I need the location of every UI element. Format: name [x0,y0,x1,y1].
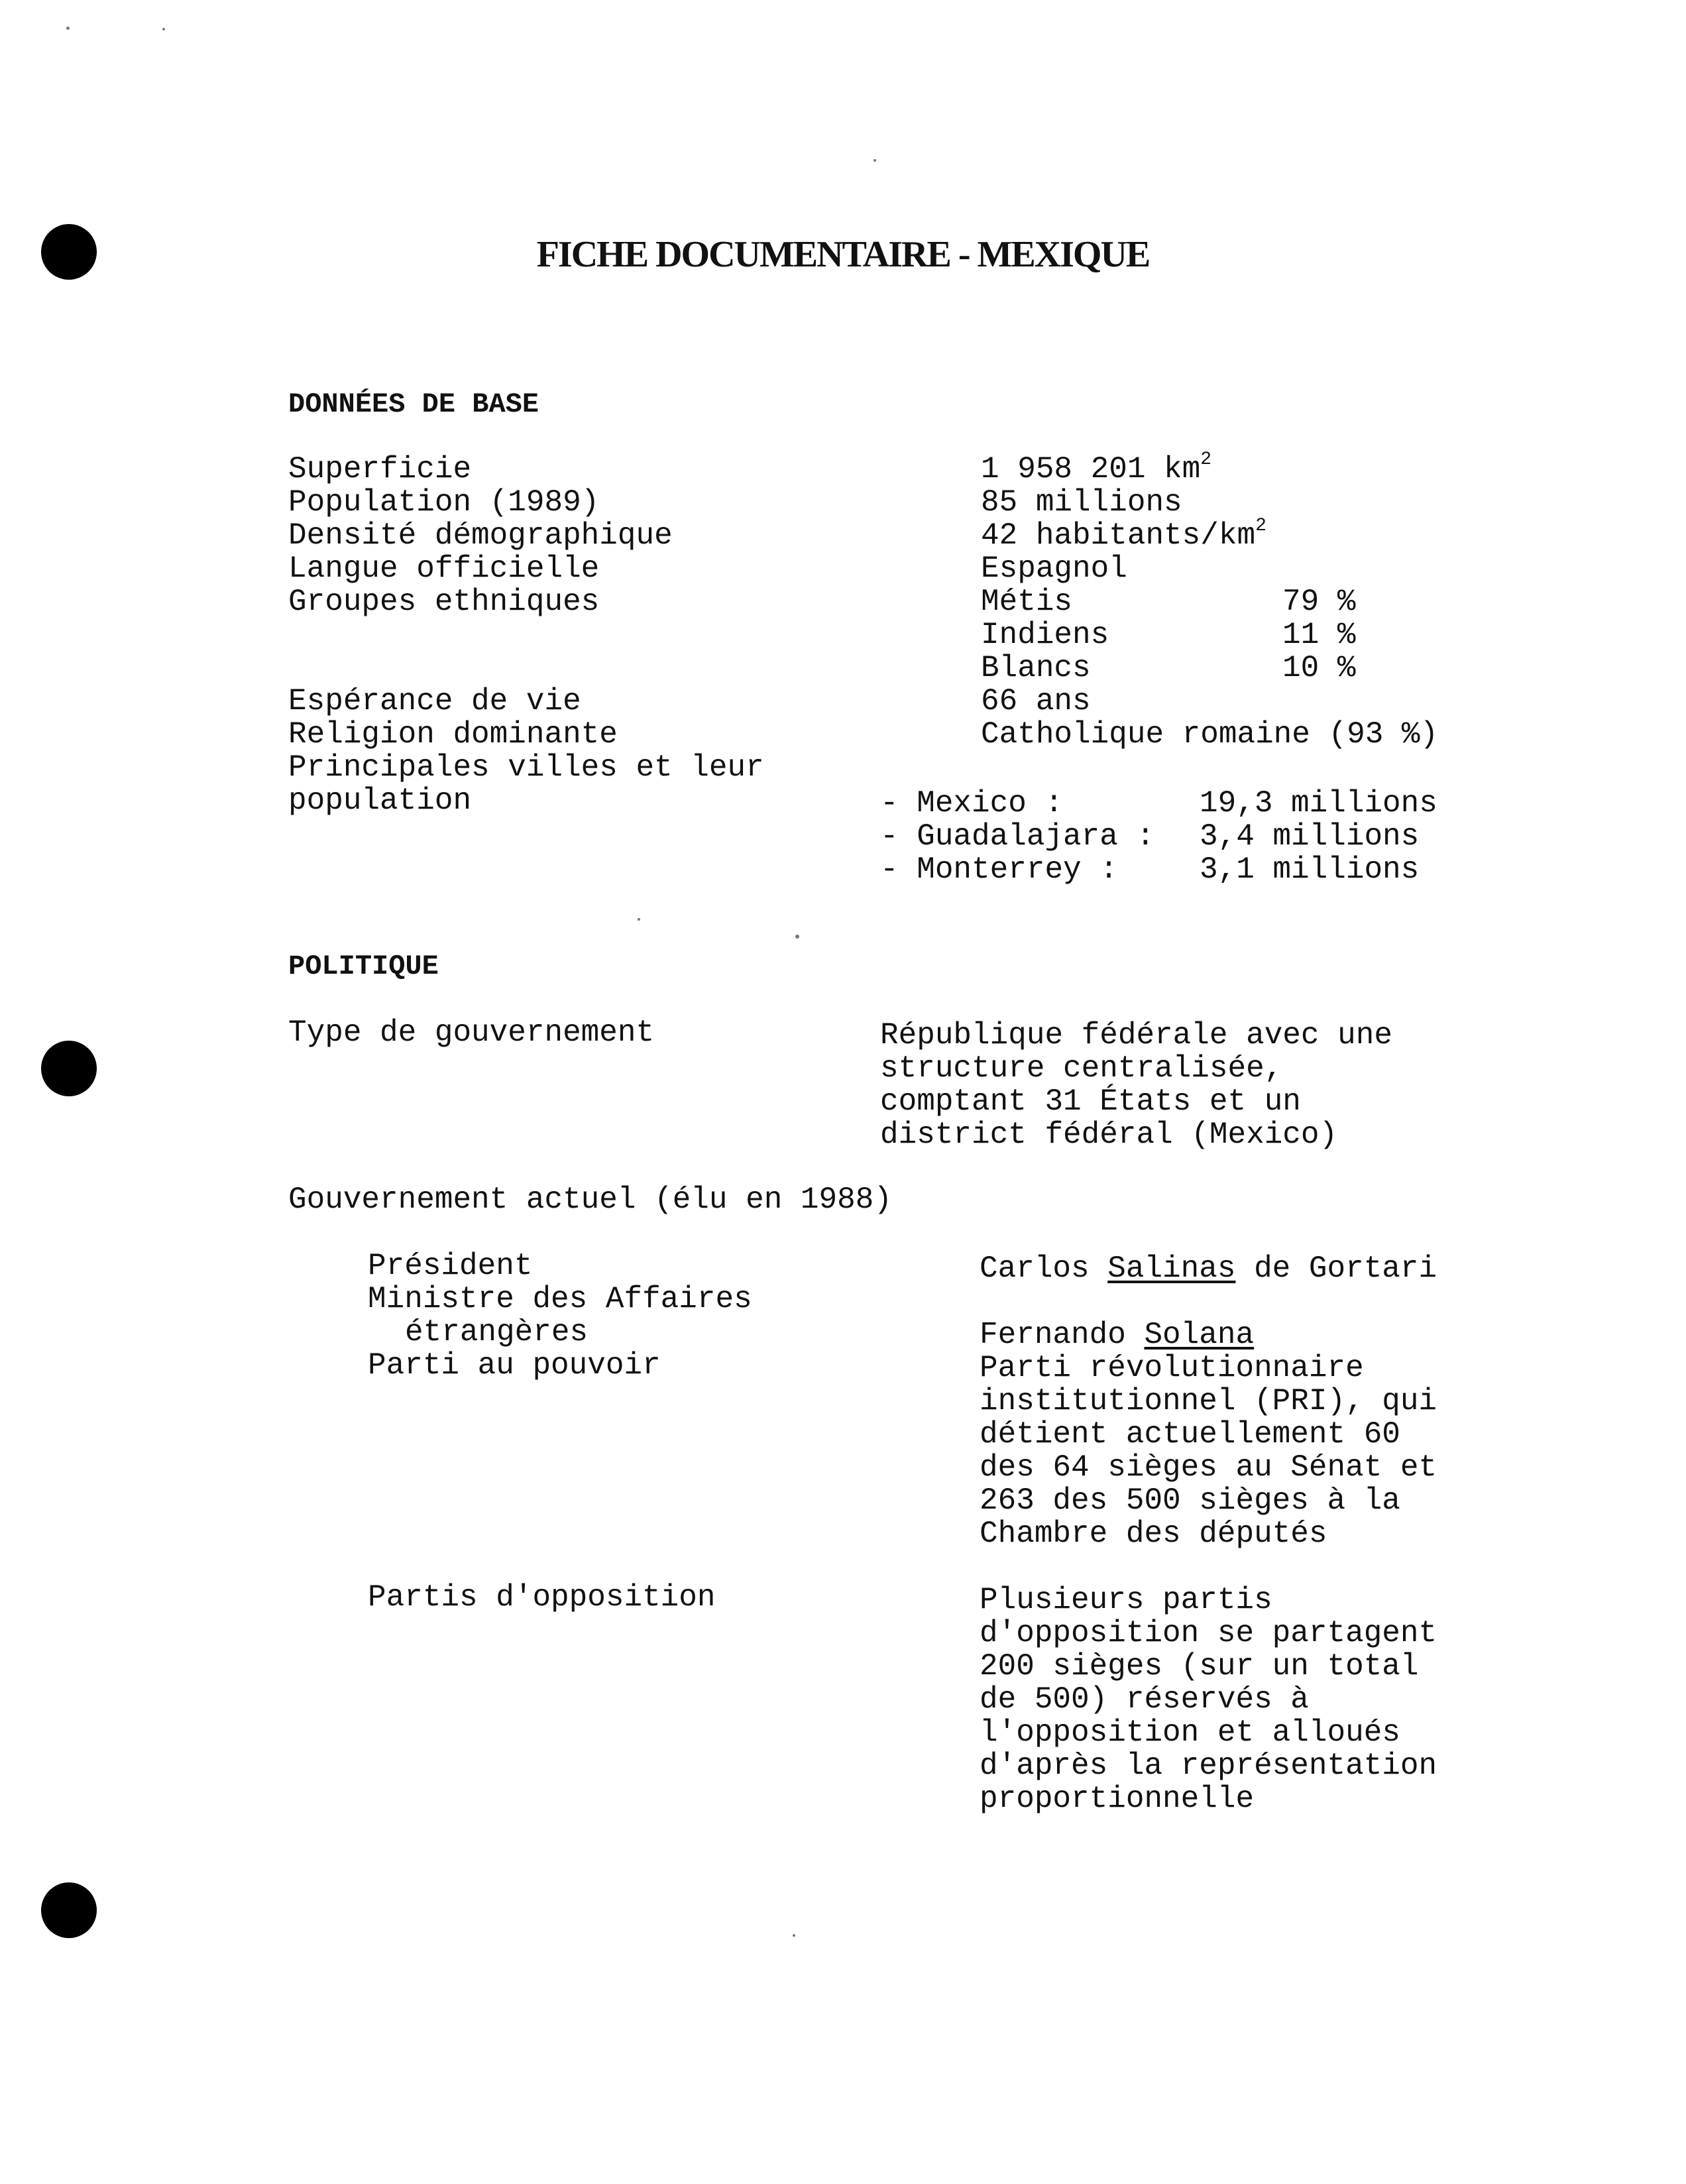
ruling-party-line: institutionnel (PRI), qui [980,1384,1437,1418]
language-value: Espagnol [981,551,1127,586]
ruling-party-line: détient actuellement 60 [980,1417,1400,1452]
ethnic-group-percent: 79 % [1282,585,1356,619]
scan-speck [795,935,799,939]
current-government-label: Gouvernement actuel (élu en 1988) [288,1182,892,1217]
ethnic-group-name: Blancs [981,651,1091,685]
government-type-line: République fédérale avec une [880,1018,1392,1053]
opposition-label: Partis d'opposition [368,1580,716,1615]
document-title: FICHE DOCUMENTAIRE - MEXIQUE [536,234,1150,275]
president-label: Président [368,1249,533,1283]
foreign-minister-first-name: Fernando [980,1318,1145,1352]
life-expectancy-value: 66 ans [981,684,1091,718]
area-label: Superficie [288,452,472,487]
population-value: 85 millions [981,485,1182,520]
foreign-minister-value [980,1318,1254,1351]
scan-speck [793,1934,795,1937]
opposition-line: l'opposition et alloués [980,1715,1400,1750]
ethnic-group-name: Métis [981,585,1073,619]
binder-hole-bottom [41,1882,97,1938]
ruling-party-line: Chambre des députés [980,1517,1327,1551]
ruling-party-line: Parti révolutionnaire [980,1351,1364,1385]
cities-label-line1: Principales villes et leur [288,750,764,785]
ethnic-group-percent: 10 % [1282,651,1356,685]
religion-label: Religion dominante [288,717,618,752]
scan-speck [873,159,876,162]
government-type-line: comptant 31 États et un [880,1084,1301,1119]
president-surname: Salinas [1107,1251,1236,1286]
section-heading-politics: POLITIQUE [288,950,439,982]
ruling-party-label: Parti au pouvoir [368,1348,661,1383]
foreign-minister-surname: Solana [1144,1318,1255,1352]
life-expectancy-label: Espérance de vie [288,684,581,718]
city-name: - Guadalajara : [880,819,1155,854]
president-last-name: de Gortari [1235,1251,1437,1286]
foreign-minister-label-line2: étrangères [405,1315,589,1350]
section-heading-basic: DONNÉES DE BASE [288,388,539,420]
foreign-minister-label-line1: Ministre des Affaires [368,1282,752,1316]
government-type-label: Type de gouvernement [288,1015,655,1050]
opposition-line: d'après la représentation [980,1749,1437,1783]
opposition-line: 200 sièges (sur un total [980,1649,1419,1684]
language-label: Langue officielle [288,551,600,586]
city-population: 3,1 millions [1200,852,1420,887]
density-label: Densité démographique [288,518,673,553]
scan-speck [66,27,70,30]
ethnic-group-percent: 11 % [1282,618,1356,652]
area-exponent: 2 [1200,449,1212,470]
opposition-line: Plusieurs partis [980,1583,1272,1617]
area-number: 1 958 201 km [981,452,1201,487]
ethnic-group-name: Indiens [981,618,1109,652]
scan-speck [638,918,640,921]
president-value [980,1252,1437,1285]
government-type-line: district fédéral (Mexico) [880,1118,1338,1152]
opposition-line: de 500) réservés à [980,1682,1309,1717]
president-first-name: Carlos [980,1251,1108,1286]
religion-value: Catholique romaine (93 %) [981,717,1439,752]
ethnic-groups-label: Groupes ethniques [288,585,600,619]
binder-hole-middle [41,1041,97,1096]
density-value [981,516,1266,553]
cities-label-line2: population [288,783,472,818]
area-value [981,449,1212,487]
city-name: - Monterrey : [880,852,1118,887]
government-type-line: structure centralisée, [880,1051,1283,1086]
ruling-party-line: 263 des 500 sièges à la [980,1483,1400,1518]
density-exponent: 2 [1255,516,1266,536]
city-population: 19,3 millions [1200,786,1437,821]
ruling-party-line: des 64 sièges au Sénat et [980,1450,1437,1485]
opposition-line: proportionnelle [980,1782,1255,1816]
city-name: - Mexico : [880,786,1064,821]
population-label: Population (1989) [288,485,600,520]
opposition-line: d'opposition se partagent [980,1616,1437,1650]
city-population: 3,4 millions [1200,819,1420,854]
density-number: 42 habitants/km [981,518,1256,553]
scan-speck [162,28,165,30]
